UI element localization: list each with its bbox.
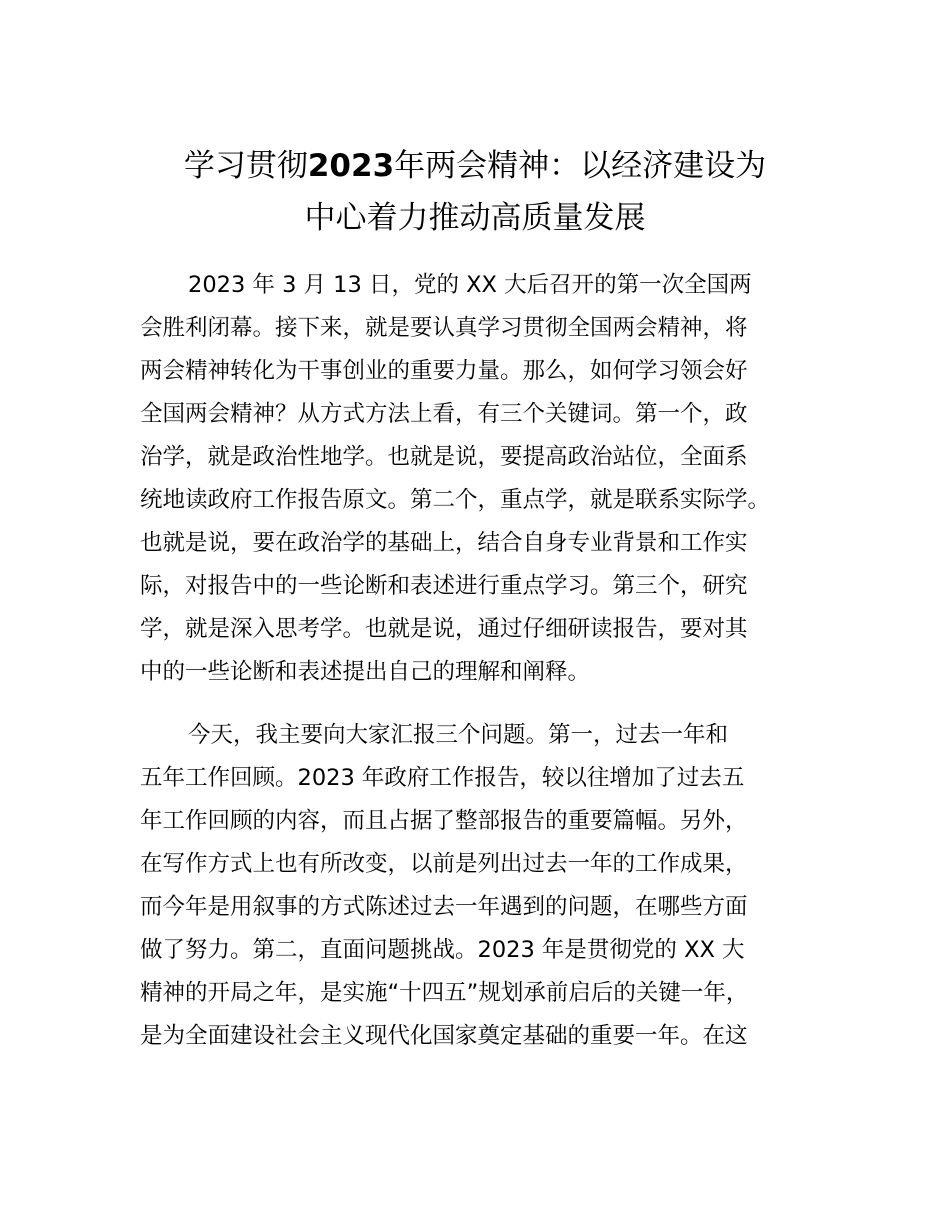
paragraph-line: 是为全面建设社会主义现代化国家奠定基础的重要一年。在这 — [140, 1023, 748, 1049]
document-body — [140, 264, 840, 1058]
paragraph-line: 学，就是深入思考学。也就是说，通过仔细研读报告，要对其 — [140, 616, 748, 642]
paragraph-line: 统地读政府工作报告原文。第二个，重点学，就是联系实际学。 — [140, 487, 771, 513]
title-line-1 — [184, 148, 766, 184]
title-line-2: 中心着力推动高质量发展 — [304, 200, 646, 236]
title-year: 2023 — [307, 148, 395, 184]
paragraph-line: 中的一些论断和表述提出自己的理解和阐释。 — [140, 659, 591, 685]
paragraph-line: 际，对报告中的一些论断和表述进行重点学习。第三个，研究 — [140, 573, 748, 599]
paragraph-line: 全国两会精神？从方式方法上看，有三个关键词。第一个，政 — [140, 401, 748, 427]
paragraph-line: 治学，就是政治性地学。也就是说，要提高政治站位，全面系 — [140, 444, 748, 470]
paragraph-line: 精神的开局之年，是实施“十四五”规划承前启后的关键一年， — [140, 980, 749, 1006]
paragraph-line: 2023 年 3 月 13 日，党的 XX 大后召开的第一次全国两 — [188, 272, 752, 298]
paragraph-line: 在写作方式上也有所改变，以前是列出过去一年的工作成果， — [140, 851, 748, 877]
paragraph-line: 做了努力。第二，直面问题挑战。2023 年是贯彻党的 XX 大 — [140, 937, 745, 963]
paragraph-spacer — [140, 694, 840, 714]
paragraph-line: 也就是说，要在政治学的基础上，结合自身专业背景和工作实 — [140, 530, 748, 556]
title-line-1-pre: 学习贯彻 — [183, 148, 308, 184]
paragraph-line: 五年工作回顾。2023 年政府工作报告，较以往增加了过去五 — [140, 765, 745, 791]
paragraph-line: 而今年是用叙事的方式陈述过去一年遇到的问题，在哪些方面 — [140, 894, 748, 920]
paragraph-line: 年工作回顾的内容，而且占据了整部报告的重要篇幅。另外， — [140, 808, 748, 834]
paragraph-1 — [140, 264, 840, 694]
paragraph-line: 今天，我主要向大家汇报三个问题。第一，过去一年和 — [188, 722, 729, 748]
paragraph-2 — [140, 714, 840, 1058]
paragraph-line: 两会精神转化为干事创业的重要力量。那么，如何学习领会好 — [140, 358, 748, 384]
title-line-1-post: 年两会精神：以经济建设为 — [394, 148, 767, 184]
document-title — [100, 140, 850, 244]
paragraph-line: 会胜利闭幕。接下来，就是要认真学习贯彻全国两会精神，将 — [140, 315, 748, 341]
